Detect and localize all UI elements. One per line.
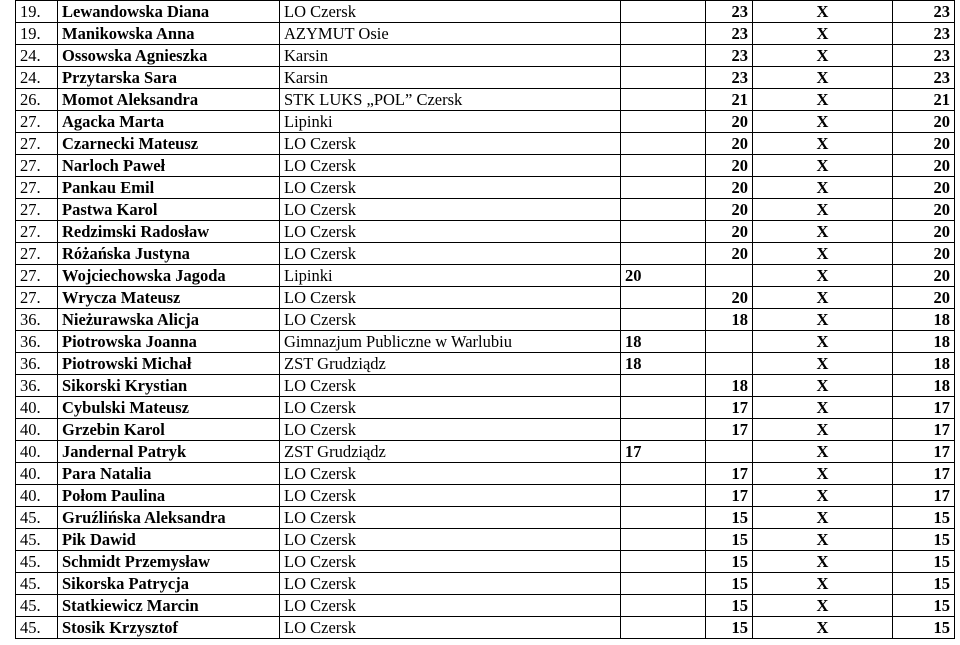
rank-cell: 40. (16, 485, 58, 507)
score-cell-right: 23 (706, 1, 753, 23)
score-cell-left (621, 1, 706, 23)
club-cell: LO Czersk (280, 177, 621, 199)
rank-cell: 24. (16, 45, 58, 67)
mark-cell: X (753, 595, 893, 617)
club-cell: Lipinki (280, 111, 621, 133)
score-cell-right: 15 (706, 529, 753, 551)
rank-cell: 27. (16, 133, 58, 155)
club-cell: Gimnazjum Publiczne w Warlubiu (280, 331, 621, 353)
table-row (16, 133, 955, 155)
table-row (16, 45, 955, 67)
name-cell: Piotrowski Michał (58, 353, 280, 375)
rank-cell: 40. (16, 463, 58, 485)
score-cell-left (621, 23, 706, 45)
score-cell-left (621, 529, 706, 551)
table-row (16, 507, 955, 529)
points-cell: 18 (893, 309, 955, 331)
rank-cell: 36. (16, 353, 58, 375)
club-cell: LO Czersk (280, 287, 621, 309)
score-cell-right: 20 (706, 111, 753, 133)
mark-cell: X (753, 397, 893, 419)
rank-cell: 27. (16, 199, 58, 221)
mark-cell: X (753, 529, 893, 551)
table-row (16, 177, 955, 199)
points-cell: 20 (893, 243, 955, 265)
club-cell: Karsin (280, 45, 621, 67)
mark-cell: X (753, 551, 893, 573)
points-cell: 17 (893, 441, 955, 463)
rank-cell: 36. (16, 375, 58, 397)
name-cell: Grzebin Karol (58, 419, 280, 441)
mark-cell: X (753, 1, 893, 23)
table-row (16, 243, 955, 265)
club-cell: LO Czersk (280, 133, 621, 155)
points-cell: 20 (893, 177, 955, 199)
club-cell: LO Czersk (280, 397, 621, 419)
club-cell: ZST Grudziądz (280, 353, 621, 375)
mark-cell: X (753, 133, 893, 155)
score-cell-left: 17 (621, 441, 706, 463)
rank-cell: 45. (16, 551, 58, 573)
rank-cell: 27. (16, 221, 58, 243)
score-cell-right: 20 (706, 155, 753, 177)
name-cell: Cybulski Mateusz (58, 397, 280, 419)
name-cell: Agacka Marta (58, 111, 280, 133)
mark-cell: X (753, 177, 893, 199)
score-cell-left (621, 111, 706, 133)
points-cell: 18 (893, 375, 955, 397)
table-row (16, 397, 955, 419)
rank-cell: 27. (16, 287, 58, 309)
score-cell-left (621, 595, 706, 617)
mark-cell: X (753, 573, 893, 595)
points-cell: 21 (893, 89, 955, 111)
club-cell: LO Czersk (280, 309, 621, 331)
club-cell: LO Czersk (280, 507, 621, 529)
table-row (16, 265, 955, 287)
points-cell: 20 (893, 133, 955, 155)
score-cell-left (621, 309, 706, 331)
mark-cell: X (753, 111, 893, 133)
name-cell: Manikowska Anna (58, 23, 280, 45)
table-row (16, 419, 955, 441)
rank-cell: 45. (16, 507, 58, 529)
name-cell: Sikorski Krystian (58, 375, 280, 397)
rank-cell: 45. (16, 573, 58, 595)
score-cell-right: 17 (706, 397, 753, 419)
club-cell: LO Czersk (280, 375, 621, 397)
score-cell-left: 20 (621, 265, 706, 287)
club-cell: LO Czersk (280, 551, 621, 573)
name-cell: Wojciechowska Jagoda (58, 265, 280, 287)
club-cell: Karsin (280, 67, 621, 89)
points-cell: 23 (893, 67, 955, 89)
name-cell: Schmidt Przemysław (58, 551, 280, 573)
score-cell-right: 20 (706, 243, 753, 265)
score-cell-right: 15 (706, 573, 753, 595)
table-row (16, 595, 955, 617)
mark-cell: X (753, 507, 893, 529)
points-cell: 17 (893, 419, 955, 441)
score-cell-right: 15 (706, 507, 753, 529)
score-cell-right: 23 (706, 45, 753, 67)
score-cell-right: 23 (706, 67, 753, 89)
table-row (16, 485, 955, 507)
name-cell: Piotrowska Joanna (58, 331, 280, 353)
points-cell: 15 (893, 507, 955, 529)
mark-cell: X (753, 419, 893, 441)
points-cell: 15 (893, 529, 955, 551)
name-cell: Czarnecki Mateusz (58, 133, 280, 155)
mark-cell: X (753, 221, 893, 243)
name-cell: Połom Paulina (58, 485, 280, 507)
table-row (16, 375, 955, 397)
score-cell-right: 18 (706, 375, 753, 397)
table-row (16, 617, 955, 639)
club-cell: LO Czersk (280, 1, 621, 23)
name-cell: Przytarska Sara (58, 67, 280, 89)
points-cell: 20 (893, 155, 955, 177)
mark-cell: X (753, 353, 893, 375)
mark-cell: X (753, 309, 893, 331)
points-cell: 20 (893, 265, 955, 287)
mark-cell: X (753, 23, 893, 45)
name-cell: Statkiewicz Marcin (58, 595, 280, 617)
score-cell-left (621, 287, 706, 309)
table-row (16, 441, 955, 463)
results-body (16, 1, 955, 639)
points-cell: 18 (893, 353, 955, 375)
table-row (16, 463, 955, 485)
name-cell: Para Natalia (58, 463, 280, 485)
table-row (16, 551, 955, 573)
table-row (16, 353, 955, 375)
rank-cell: 36. (16, 331, 58, 353)
rank-cell: 40. (16, 441, 58, 463)
table-row (16, 221, 955, 243)
results-table (15, 0, 955, 639)
score-cell-right: 15 (706, 595, 753, 617)
name-cell: Pik Dawid (58, 529, 280, 551)
mark-cell: X (753, 617, 893, 639)
mark-cell: X (753, 199, 893, 221)
club-cell: ZST Grudziądz (280, 441, 621, 463)
points-cell: 15 (893, 595, 955, 617)
name-cell: Pastwa Karol (58, 199, 280, 221)
score-cell-right: 21 (706, 89, 753, 111)
score-cell-left (621, 67, 706, 89)
table-row (16, 199, 955, 221)
table-row (16, 23, 955, 45)
score-cell-left (621, 485, 706, 507)
points-cell: 17 (893, 463, 955, 485)
score-cell-right (706, 331, 753, 353)
club-cell: Lipinki (280, 265, 621, 287)
mark-cell: X (753, 155, 893, 177)
rank-cell: 45. (16, 617, 58, 639)
points-cell: 17 (893, 397, 955, 419)
points-cell: 15 (893, 551, 955, 573)
table-row (16, 67, 955, 89)
table-row (16, 287, 955, 309)
score-cell-left (621, 463, 706, 485)
rank-cell: 27. (16, 265, 58, 287)
name-cell: Wrycza Mateusz (58, 287, 280, 309)
mark-cell: X (753, 45, 893, 67)
club-cell: LO Czersk (280, 573, 621, 595)
mark-cell: X (753, 287, 893, 309)
score-cell-left (621, 551, 706, 573)
club-cell: LO Czersk (280, 485, 621, 507)
score-cell-left (621, 507, 706, 529)
mark-cell: X (753, 89, 893, 111)
name-cell: Narloch Paweł (58, 155, 280, 177)
club-cell: STK LUKS „POL” Czersk (280, 89, 621, 111)
club-cell: LO Czersk (280, 243, 621, 265)
points-cell: 23 (893, 45, 955, 67)
points-cell: 18 (893, 331, 955, 353)
name-cell: Gruźlińska Aleksandra (58, 507, 280, 529)
score-cell-right: 20 (706, 287, 753, 309)
score-cell-left (621, 243, 706, 265)
score-cell-right: 20 (706, 133, 753, 155)
score-cell-right (706, 441, 753, 463)
club-cell: LO Czersk (280, 419, 621, 441)
points-cell: 20 (893, 287, 955, 309)
name-cell: Różańska Justyna (58, 243, 280, 265)
table-row (16, 529, 955, 551)
mark-cell: X (753, 67, 893, 89)
score-cell-left (621, 221, 706, 243)
name-cell: Jandernal Patryk (58, 441, 280, 463)
score-cell-left: 18 (621, 353, 706, 375)
rank-cell: 40. (16, 397, 58, 419)
score-cell-left (621, 573, 706, 595)
rank-cell: 45. (16, 529, 58, 551)
score-cell-right: 15 (706, 551, 753, 573)
rank-cell: 36. (16, 309, 58, 331)
mark-cell: X (753, 243, 893, 265)
score-cell-right: 17 (706, 419, 753, 441)
name-cell: Redzimski Radosław (58, 221, 280, 243)
points-cell: 20 (893, 221, 955, 243)
club-cell: LO Czersk (280, 221, 621, 243)
rank-cell: 27. (16, 155, 58, 177)
name-cell: Pankau Emil (58, 177, 280, 199)
score-cell-left (621, 177, 706, 199)
club-cell: LO Czersk (280, 617, 621, 639)
score-cell-right: 17 (706, 463, 753, 485)
table-row (16, 111, 955, 133)
rank-cell: 27. (16, 111, 58, 133)
rank-cell: 24. (16, 67, 58, 89)
rank-cell: 19. (16, 1, 58, 23)
score-cell-right: 18 (706, 309, 753, 331)
table-row (16, 309, 955, 331)
table-row (16, 573, 955, 595)
score-cell-right: 20 (706, 221, 753, 243)
score-cell-left (621, 133, 706, 155)
score-cell-right: 20 (706, 177, 753, 199)
rank-cell: 40. (16, 419, 58, 441)
score-cell-left (621, 155, 706, 177)
score-cell-left (621, 617, 706, 639)
mark-cell: X (753, 375, 893, 397)
club-cell: LO Czersk (280, 595, 621, 617)
name-cell: Stosik Krzysztof (58, 617, 280, 639)
rank-cell: 19. (16, 23, 58, 45)
points-cell: 23 (893, 1, 955, 23)
name-cell: Sikorska Patrycja (58, 573, 280, 595)
points-cell: 20 (893, 199, 955, 221)
name-cell: Nieżurawska Alicja (58, 309, 280, 331)
points-cell: 15 (893, 573, 955, 595)
score-cell-right (706, 265, 753, 287)
score-cell-right: 17 (706, 485, 753, 507)
mark-cell: X (753, 463, 893, 485)
table-row (16, 155, 955, 177)
table-row (16, 331, 955, 353)
score-cell-left (621, 397, 706, 419)
club-cell: LO Czersk (280, 529, 621, 551)
score-cell-left (621, 45, 706, 67)
mark-cell: X (753, 331, 893, 353)
rank-cell: 45. (16, 595, 58, 617)
mark-cell: X (753, 441, 893, 463)
name-cell: Lewandowska Diana (58, 1, 280, 23)
score-cell-right: 20 (706, 199, 753, 221)
score-cell-left (621, 199, 706, 221)
name-cell: Ossowska Agnieszka (58, 45, 280, 67)
club-cell: LO Czersk (280, 155, 621, 177)
points-cell: 17 (893, 485, 955, 507)
club-cell: LO Czersk (280, 199, 621, 221)
rank-cell: 27. (16, 177, 58, 199)
table-row (16, 89, 955, 111)
table-row (16, 1, 955, 23)
score-cell-right: 23 (706, 23, 753, 45)
name-cell: Momot Aleksandra (58, 89, 280, 111)
score-cell-left (621, 375, 706, 397)
score-cell-left (621, 89, 706, 111)
points-cell: 15 (893, 617, 955, 639)
rank-cell: 27. (16, 243, 58, 265)
points-cell: 20 (893, 111, 955, 133)
club-cell: AZYMUT Osie (280, 23, 621, 45)
mark-cell: X (753, 265, 893, 287)
club-cell: LO Czersk (280, 463, 621, 485)
score-cell-left: 18 (621, 331, 706, 353)
score-cell-right (706, 353, 753, 375)
rank-cell: 26. (16, 89, 58, 111)
score-cell-left (621, 419, 706, 441)
points-cell: 23 (893, 23, 955, 45)
score-cell-right: 15 (706, 617, 753, 639)
mark-cell: X (753, 485, 893, 507)
